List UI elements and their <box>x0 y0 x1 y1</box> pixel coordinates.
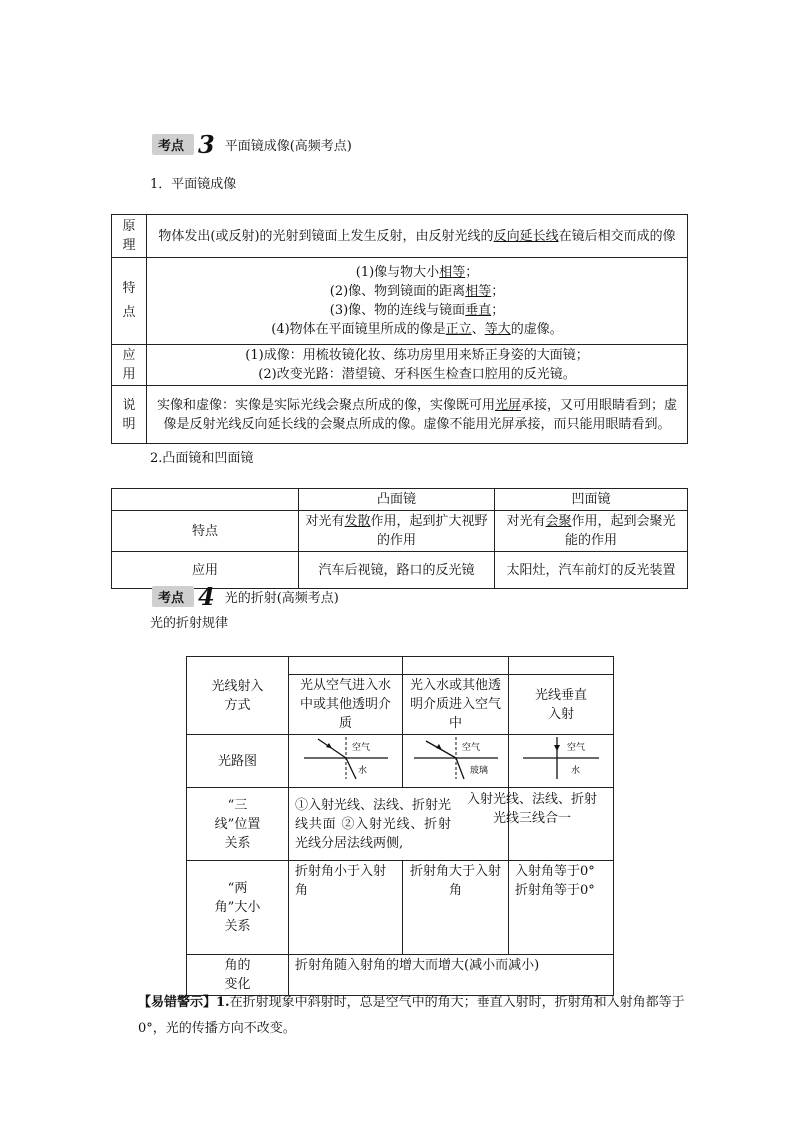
incidence-water-to-air: 光入水或其他透明介质进入空气中 <box>403 675 509 735</box>
svg-text:玻璃: 玻璃 <box>469 766 488 776</box>
application-cell: (1)成像：用梳妆镜化妆、练功房里用来矫正身姿的大面镜； (2)改变光路：潜望镜、牙科医生检查口腔用的反光镜。 <box>147 345 688 386</box>
table-row <box>187 657 614 675</box>
row-head-note: 说明 <box>112 386 147 444</box>
warning-text: 在折射现象中斜射时，总是空气中的角大；垂直入射时，折射角和入射角都等于0°，光的传播方向不改变。 <box>138 995 685 1036</box>
row-head-three-lines: “三线”位置关系 <box>187 788 289 861</box>
section3-sub1: 1．平面镜成像 <box>150 177 237 192</box>
header-concave: 凹面镜 <box>495 489 688 511</box>
section4-heading <box>152 582 339 611</box>
row-head-features: 特点 <box>112 511 299 552</box>
blank-answer: 等大 <box>484 322 511 337</box>
section4-sub: 光的折射规律 <box>150 616 229 631</box>
blank-cell <box>509 657 614 675</box>
angle-larger: 折射角大于入射角 <box>403 861 509 955</box>
row-head-diagram: 光路图 <box>187 735 289 788</box>
table-row <box>112 386 688 444</box>
svg-text:空气: 空气 <box>461 743 480 753</box>
section3-sub2: 2.凸面镜和凹面镜 <box>150 451 254 466</box>
svg-text:空气: 空气 <box>351 743 370 753</box>
refraction-diagram-2 <box>406 735 506 781</box>
blank-answer: 光屏 <box>494 397 521 413</box>
table-row <box>112 345 688 386</box>
row-head-features: 特点 <box>112 258 147 345</box>
table-row <box>112 215 688 258</box>
blank-answer: 正立 <box>445 322 472 337</box>
three-lines-normal-wrap <box>466 788 614 861</box>
blank-cell <box>289 657 403 675</box>
angle-change: 折射角随入射角的增大而增大(减小而减小) <box>289 955 614 996</box>
principle-cell: 物体发出(或反射)的光射到镜面上发生反射，由反射光线的反向延长线在镜后相交而成的像 <box>147 215 688 258</box>
section3-heading <box>152 130 352 159</box>
blank-answer: 相等 <box>439 265 466 280</box>
concave-feature: 对光有会聚作用，起到会聚光能的作用 <box>495 511 688 552</box>
table-row <box>112 258 688 345</box>
angle-smaller: 折射角小于入射角 <box>289 861 403 955</box>
incidence-perpendicular: 光线垂直入射 <box>509 675 614 735</box>
convex-feature: 对光有发散作用，起到扩大视野的作用 <box>299 511 495 552</box>
row-head-application: 应用 <box>112 345 147 386</box>
table-row <box>112 511 688 552</box>
diagram-air-glass <box>403 735 509 788</box>
refraction-table <box>186 656 614 996</box>
three-lines-oblique: ①入射光线、法线、折射光线共面 ②入射光线、折射光线分居法线两侧, <box>295 797 452 851</box>
header-empty <box>112 489 299 511</box>
diagram-perpendicular <box>509 735 614 788</box>
section4-badge: 考点 <box>152 586 194 607</box>
table-row <box>187 735 614 788</box>
section4-title: 光的折射(高频考点) <box>224 591 339 606</box>
warning-label: 【易错警示】 <box>138 995 217 1010</box>
section3-number: 3 <box>198 130 215 159</box>
warning-note <box>138 990 686 1042</box>
blank-answer: 发散 <box>344 514 371 529</box>
blank-answer: 垂直 <box>465 303 492 318</box>
row-head-angle-change: 角的变化 <box>187 955 289 996</box>
convex-application: 汽车后视镜，路口的反光镜 <box>299 552 495 589</box>
refraction-diagram-1 <box>296 735 396 781</box>
row-head-two-angles: “两角”大小关系 <box>187 861 289 955</box>
convex-concave-table <box>111 488 688 589</box>
blank-answer: 相等 <box>465 284 492 299</box>
features-cell: (1)像与物大小相等； (2)像、物到镜面的距离相等； (3)像、物的连线与镜面垂直； (4)物体在平面镜里所成的像是正立、等大的虚像。 <box>147 258 688 345</box>
refraction-diagram-3 <box>511 735 611 781</box>
row-head-incidence: 光线射入方式 <box>187 657 289 735</box>
row-head-application: 应用 <box>112 552 299 589</box>
section3-badge: 考点 <box>152 134 194 155</box>
row-head-principle: 原理 <box>112 215 147 258</box>
section4-number: 4 <box>198 582 215 611</box>
warning-number: 1. <box>216 995 230 1010</box>
table-row <box>187 788 614 861</box>
angle-zero: 入射角等于0°折射角等于0° <box>509 861 614 955</box>
incidence-air-to-water: 光从空气进入水中或其他透明介质 <box>289 675 403 735</box>
diagram-air-water <box>289 735 403 788</box>
three-lines-normal: 入射光线、法线、折射光线三线合一 <box>466 792 597 826</box>
section3-title: 平面镜成像(高频考点) <box>224 139 352 154</box>
blank-cell <box>403 657 509 675</box>
note-cell: 实像和虚像：实像是实际光线会聚点所成的像，实像既可用光屏承接，又可用眼睛看到；虚像是反射光线反向延长线的会聚点所成的像。虚像不能用光屏承接，而只能用眼睛看到。 <box>147 386 688 444</box>
blank-answer: 反向延长线 <box>493 228 559 244</box>
table-row <box>187 861 614 955</box>
svg-text:水: 水 <box>357 766 367 776</box>
plane-mirror-table <box>111 214 688 444</box>
table-row <box>112 489 688 511</box>
header-convex: 凸面镜 <box>299 489 495 511</box>
svg-text:水: 水 <box>571 766 581 776</box>
svg-text:空气: 空气 <box>567 743 586 753</box>
concave-application: 太阳灶，汽车前灯的反光装置 <box>495 552 688 589</box>
blank-answer: 会聚 <box>545 514 572 529</box>
